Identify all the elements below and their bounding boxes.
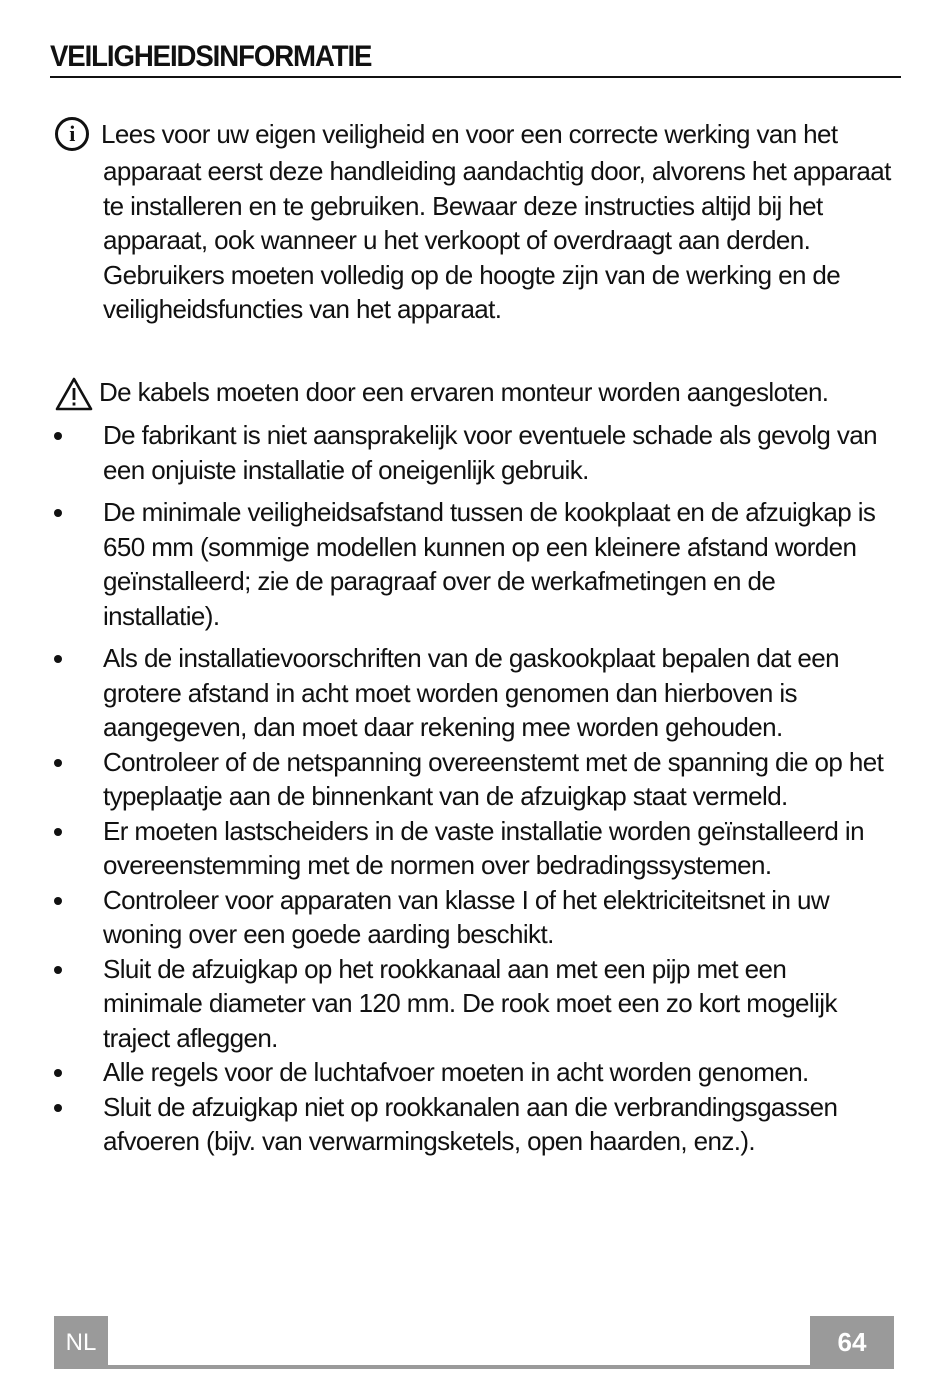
bullet-icon [54,828,62,836]
bullet-icon [54,509,62,517]
bullet-icon [54,759,62,767]
list-item [50,952,890,1056]
language-tab: NL [54,1316,108,1369]
list-item-text: Sluit de afzuigkap niet op rookkanalen aan die verbrandingsgassen afvoeren (bijv. van verwarmingsketels, open haarden, enz.). [103,1091,838,1156]
list-item [50,641,890,745]
list-item [50,1055,890,1090]
list-item-text: Controleer voor apparaten van klasse I of het elektriciteitsnet in uw woning over een goede aarding beschikt. [103,884,830,949]
warning-notice-text: De kabels moeten door een ervaren monteur worden aangesloten. [99,377,829,407]
safety-bullet-list [50,418,890,1159]
bullet-icon [54,1069,62,1077]
footer-bar [54,1365,894,1369]
list-item [50,1090,890,1159]
list-item-text: Er moeten lastscheiders in de vaste installatie worden geïnstalleerd in overeenstemming met de normen over bedradingssystemen. [103,815,864,880]
list-item-text: De minimale veiligheidsafstand tussen de kookplaat en de afzuigkap is 650 mm (sommige modellen kunnen op een kleinere afstand worden geïnstalleerd; zie de paragraaf over de werkafmetingen en de installatie). [103,497,876,631]
list-item [50,418,890,487]
page-title: VEILIGHEIDSINFORMATIE [50,40,372,73]
info-notice-text: apparaat eerst deze handleiding aandachtig door, alvorens het apparaat te installeren en te gebruiken. Bewaar deze instructies altijd bij het apparaat, ook wanneer u het verkoopt of overdraagt aan derden. Gebruikers moeten volledig op de hoogte zijn van de werking en de veiligheidsfuncties van het apparaat. [103,156,891,324]
list-item-text: Controleer of de netspanning overeenstemt met de spanning die op het typeplaatje aan de binnenkant van de afzuigkap staat vermeld. [103,746,884,811]
list-item [50,883,890,952]
warning-triangle-icon [55,377,93,411]
bullet-icon [54,897,62,905]
page-number: 64 [810,1316,894,1369]
bullet-icon [54,966,62,974]
bullet-icon [54,655,62,663]
list-item-text: De fabrikant is niet aansprakelijk voor eventuele schade als gevolg van een onjuiste installatie of oneigenlijk gebruik. [103,420,877,485]
list-item-text: Alle regels voor de luchtafvoer moeten in acht worden genomen. [103,1057,809,1087]
info-icon: i [55,117,89,151]
bullet-icon [54,1104,62,1112]
bullet-icon [54,432,62,440]
info-notice-first-line: Lees voor uw eigen veiligheid en voor een correcte werking van het [101,119,838,149]
list-item [50,745,890,814]
list-item-text: Als de installatievoorschriften van de gaskookplaat bepalen dat een grotere afstand in acht moet worden genomen dan hierboven is aangegeven, dan moet daar rekening mee worden gehouden. [103,643,839,742]
title-underline [50,76,901,78]
list-item-text: Sluit de afzuigkap op het rookkanaal aan met een pijp met een minimale diameter van 120 mm. De rook moet een zo kort mogelijk traject afleggen. [103,953,837,1053]
list-item [50,495,890,633]
list-item [50,814,890,883]
